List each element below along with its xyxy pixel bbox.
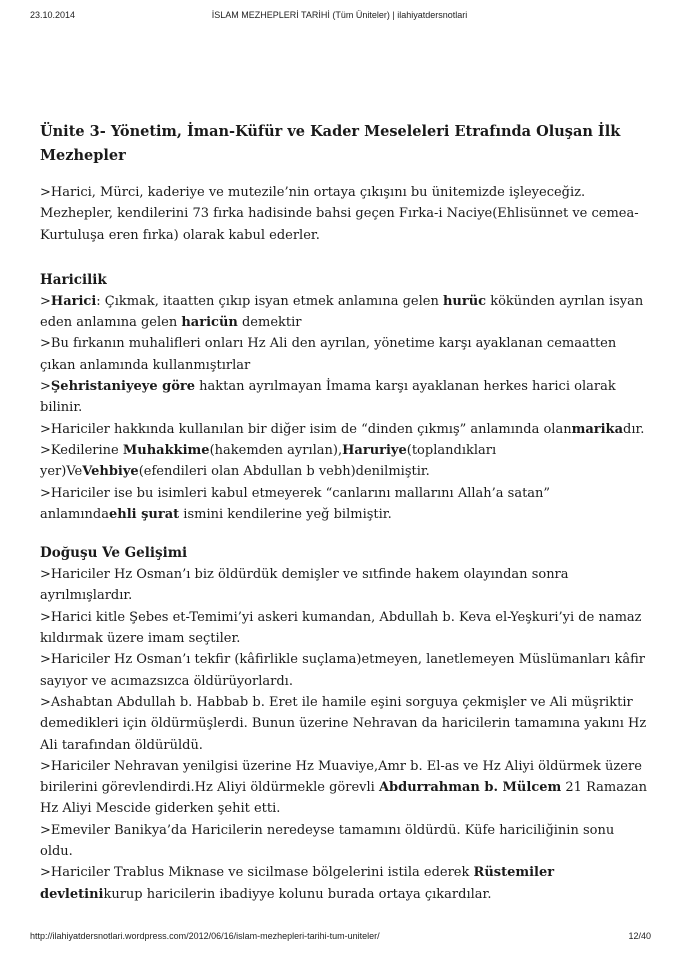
paragraph: >Hariciler Hz Osman’ı biz öldürdük demişler ve sıtfinde hakem olayından sonra ayrılmışlardır. bbox=[40, 567, 569, 604]
page-header bbox=[0, 10, 679, 24]
paragraph: >Bu fırkanın muhalifleri onları Hz Ali den ayrılan, yönetime karşı ayaklanan cemaatten çıkan anlamında kullanmıştırlar bbox=[40, 336, 617, 373]
paragraph: >Hariciler Trablus Miknase ve sicilmase bölgelerini istila ederek Rüstemiler devletinikurup haricilerin ibadiyye kolunu burada ortaya çıkardılar. bbox=[40, 865, 555, 902]
paragraph: >Hariciler ise bu isimleri kabul etmeyerek “canlarını mallarını Allah’a satan” anlamındaehli şurat ismini kendilerine yeğ bilmiştir. bbox=[40, 485, 551, 522]
section-title-dogusu: Doğuşu Ve Gelişimi bbox=[40, 545, 188, 562]
source-url[interactable]: http://ilahiyatdersnotlari.wordpress.com/2012/06/16/islam-mezhepleri-tarihi-tum-uniteler/ bbox=[30, 931, 380, 941]
page-number: 12/40 bbox=[628, 931, 651, 941]
document-title: İSLAM MEZHEPLERİ TARİHİ (Tüm Üniteler) | ilahiyatdersnotlari bbox=[211, 10, 468, 20]
paragraph: >Hariciler hakkında kullanılan bir diğer isim de “dinden çıkmış” anlamında olanmarikadır. bbox=[40, 421, 645, 437]
intro-paragraph: >Harici, Mürci, kaderiye ve mutezile’nin ortaya çıkışını bu ünitemizde işleyeceğiz. Mezhepler, kendilerini 73 fırka hadisinde bahsi geçen Fırka-i Naciye(Ehlisünnet ve cemea-Kurtuluşa eren fırka) olarak kabul ederler. bbox=[40, 185, 639, 243]
paragraph: >Hariciler Nehravan yenilgisi üzerine Hz Muaviye,Amr b. El-as ve Hz Aliyi öldürmek üzere birilerini görevlendirdi.Hz Aliyi öldürmekle görevli Abdurrahman b. Mülcem 21 Ramazan Hz Aliyi Mescide giderken şehit etti. bbox=[40, 758, 647, 817]
page-footer bbox=[0, 931, 679, 945]
print-date: 23.10.2014 bbox=[30, 10, 76, 20]
unit-heading: Ünite 3- Yönetim, İman-Küfür ve Kader Meseleleri Etrafında Oluşan İlk Mezhepler bbox=[40, 123, 621, 164]
paragraph: >Harici: Çıkmak, itaatten çıkıp isyan etmek anlamına gelen hurüc kökünden ayrılan isyan eden anlamına gelen haricün demektir bbox=[40, 293, 644, 331]
document-body bbox=[40, 120, 650, 905]
paragraph: >Ashabtan Abdullah b. Habbab b. Eret ile hamile eşini sorguya çekmişler ve Ali müşriktir demedikleri için öldürmüşlerdi. Bunun üzerine Nehravan da haricilerin tamamına yakını Hz Ali tarafından öldürüldü. bbox=[40, 694, 647, 753]
paragraph: >Harici kitle Şebes et-Temimi’yi askeri kumandan, Abdullah b. Keva el-Yeşkuri’yi de namaz kıldırmak üzere imam seçtiler. bbox=[40, 609, 642, 647]
paragraph: >Emeviler Banikya’da Haricilerin neredeyse tamamını öldürdü. Küfe hariciliğinin sonu oldu. bbox=[40, 822, 615, 860]
paragraph: >Kedilerine Muhakkime(hakemden ayrılan),Haruriye(toplandıkları yer)VeVehbiye(efendileri olan Abdullan b vebh)denilmiştir. bbox=[40, 442, 497, 480]
paragraph: >Şehristaniyeye göre haktan ayrılmayan İmama karşı ayaklanan herkes harici olarak bilinir. bbox=[40, 379, 616, 416]
paragraph: >Hariciler Hz Osman’ı tekfir (kâfirlikle suçlama)etmeyen, lanetlemeyen Müslümanları kâfir sayıyor ve acımazsızca öldürüyorlardı. bbox=[40, 652, 645, 689]
section-title-haricilik: Haricilik bbox=[40, 271, 107, 288]
